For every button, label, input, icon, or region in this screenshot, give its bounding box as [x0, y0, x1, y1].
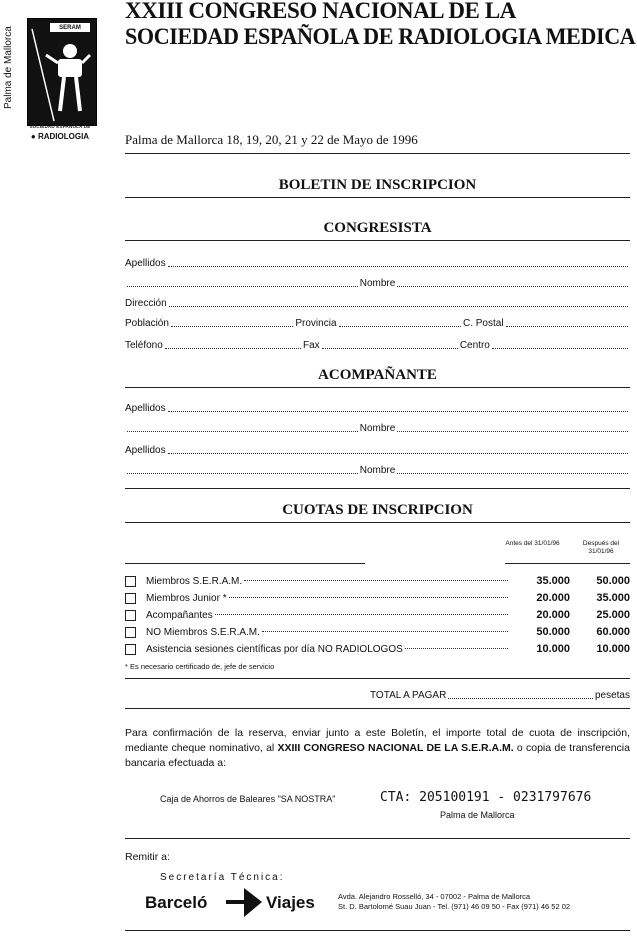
checkbox-acompanantes[interactable]	[125, 610, 136, 621]
logo-badge: SERAM	[59, 25, 81, 31]
radiology-figure-icon	[28, 19, 96, 125]
fee-before: 20.000	[536, 592, 570, 604]
fee-after: 35.000	[596, 592, 630, 604]
congresista-rule	[125, 240, 630, 241]
fee-before: 50.000	[536, 626, 570, 638]
header-rule	[125, 153, 630, 154]
secretaria-label: Secretaría Técnica:	[160, 872, 285, 883]
congresista-heading: CONGRESISTA	[323, 220, 432, 236]
bank-account: CTA: 205100191 - 0231797676	[380, 790, 592, 805]
fee-label: Acompañantes	[146, 609, 213, 621]
acomp-nombre-2-label: Nombre	[359, 465, 396, 476]
fee-after: 10.000	[596, 643, 630, 655]
total-label: TOTAL A PAGAR	[370, 690, 447, 701]
cuotas-end-rule	[125, 678, 630, 679]
fee-before: 10.000	[536, 643, 570, 655]
fee-before: 35.000	[536, 575, 570, 587]
acomp-nombre-2-field[interactable]	[125, 465, 630, 476]
logo-name-text: RADIOLOGIA	[37, 132, 90, 141]
acomp-nombre-1-field[interactable]	[125, 423, 630, 434]
acomp-nombre-1-label: Nombre	[359, 423, 396, 434]
apellidos-label: Apellidos	[125, 258, 166, 269]
fee-label: Asistencia sesiones científicas por día NO RADIOLOGOS	[146, 643, 403, 655]
fee-after: 60.000	[596, 626, 630, 638]
fee-row-no-miembros[interactable]	[125, 626, 630, 638]
remitir-label: Remitir a:	[125, 851, 170, 863]
acomp-apellidos-2-label: Apellidos	[125, 445, 166, 456]
acomp-apellidos-1-field[interactable]	[125, 403, 630, 414]
cuotas-heading: CUOTAS DE INSCRIPCION	[282, 502, 473, 518]
fee-row-miembros[interactable]	[125, 575, 630, 587]
event-dates: Palma de Mallorca 18, 19, 20, 21 y 22 de Mayo de 1996	[125, 132, 418, 147]
checkbox-junior[interactable]	[125, 593, 136, 604]
acompanante-heading: ACOMPAÑANTE	[318, 367, 437, 383]
address-line-2: St. D. Bartolomé Suau Juan - Tel. (971) 46 09 50 - Fax (971) 46 52 02	[338, 902, 571, 911]
fee-footnote: * Es necesario certificado de, jefe de servicio	[125, 662, 275, 671]
fee-after: 50.000	[596, 575, 630, 587]
fee-label: NO Miembros S.E.R.A.M.	[146, 626, 260, 638]
fee-after: 25.000	[596, 609, 630, 621]
address-line-1: Avda. Alejandro Rosselló, 34 - 07002 - Palma de Mallorca	[338, 892, 531, 901]
form-title: BOLETIN DE INSCRIPCION	[278, 177, 477, 193]
poblacion-label: Población	[125, 318, 169, 329]
logo-name: ● RADIOLOGIA	[30, 132, 90, 141]
nombre-field[interactable]	[125, 278, 630, 289]
acomp-apellidos-1-label: Apellidos	[125, 403, 166, 414]
acompanante-rule	[125, 387, 630, 388]
payment-text-a: Para confirmación de la reserva, enviar junto a este Boletín, el importe total de cuota de inscripción, mediante cheque nominativo, al	[125, 727, 630, 754]
poblacion-row[interactable]	[125, 318, 630, 329]
telefono-row[interactable]	[125, 340, 630, 351]
barcelo-arrow-logo-icon	[226, 888, 264, 918]
cuotas-rule	[125, 522, 630, 523]
total-unit: pesetas	[594, 690, 630, 701]
acomp-apellidos-2-field[interactable]	[125, 445, 630, 456]
apellidos-field[interactable]	[125, 258, 630, 269]
fax-label: Fax	[302, 340, 320, 351]
fee-label: Miembros S.E.R.A.M.	[146, 575, 243, 587]
fee-row-asistencia[interactable]	[125, 643, 630, 655]
acompanante-end-rule	[125, 488, 630, 489]
bank-city: Palma de Mallorca	[440, 810, 515, 820]
checkbox-no-miembros[interactable]	[125, 627, 136, 638]
direccion-label: Dirección	[125, 298, 167, 309]
brand-right: Viajes	[266, 893, 315, 912]
fee-row-junior[interactable]	[125, 592, 630, 604]
total-field[interactable]	[370, 690, 630, 701]
title-line-1: XXIII CONGRESO NACIONAL DE LA	[125, 0, 516, 23]
direccion-field[interactable]	[125, 298, 630, 309]
seram-logo	[27, 18, 97, 126]
form-title-rule	[125, 197, 630, 198]
col-before-header: Antes del 31/01/96	[505, 540, 560, 547]
fee-label: Miembros Junior *	[146, 592, 227, 604]
provincia-label: Provincia	[295, 318, 337, 329]
checkbox-asistencia[interactable]	[125, 644, 136, 655]
cuotas-table-rule-left	[125, 563, 365, 564]
title-line-2: SOCIEDAD ESPAÑOLA DE RADIOLOGIA MEDICA	[125, 24, 636, 49]
centro-label: Centro	[459, 340, 490, 351]
bank-name: Caja de Ahorros de Baleares "SA NOSTRA"	[160, 794, 336, 804]
telefono-label: Teléfono	[125, 340, 163, 351]
cuotas-table-rule-right	[505, 563, 630, 564]
logo-vertical-text: Palma de Mallorca	[3, 26, 14, 110]
brand-left: Barceló	[145, 893, 208, 912]
total-rule	[125, 708, 630, 709]
footer-rule	[125, 930, 630, 931]
fee-row-acompanantes[interactable]	[125, 609, 630, 621]
payment-paragraph	[125, 726, 630, 771]
logo-caption: SOCIEDAD ESPAÑOLA DE	[29, 124, 91, 129]
checkbox-miembros[interactable]	[125, 576, 136, 587]
fee-before: 20.000	[536, 609, 570, 621]
payment-text-b: XXIII CONGRESO NACIONAL DE LA S.E.R.A.M.	[277, 742, 514, 754]
payment-text-c: o copia de transferencia bancaria efectuada a:	[125, 742, 630, 769]
payment-rule	[125, 838, 630, 839]
nombre-label: Nombre	[359, 278, 396, 289]
col-after-header: Después del 31/01/96	[582, 540, 620, 555]
cpostal-label: C. Postal	[462, 318, 504, 329]
